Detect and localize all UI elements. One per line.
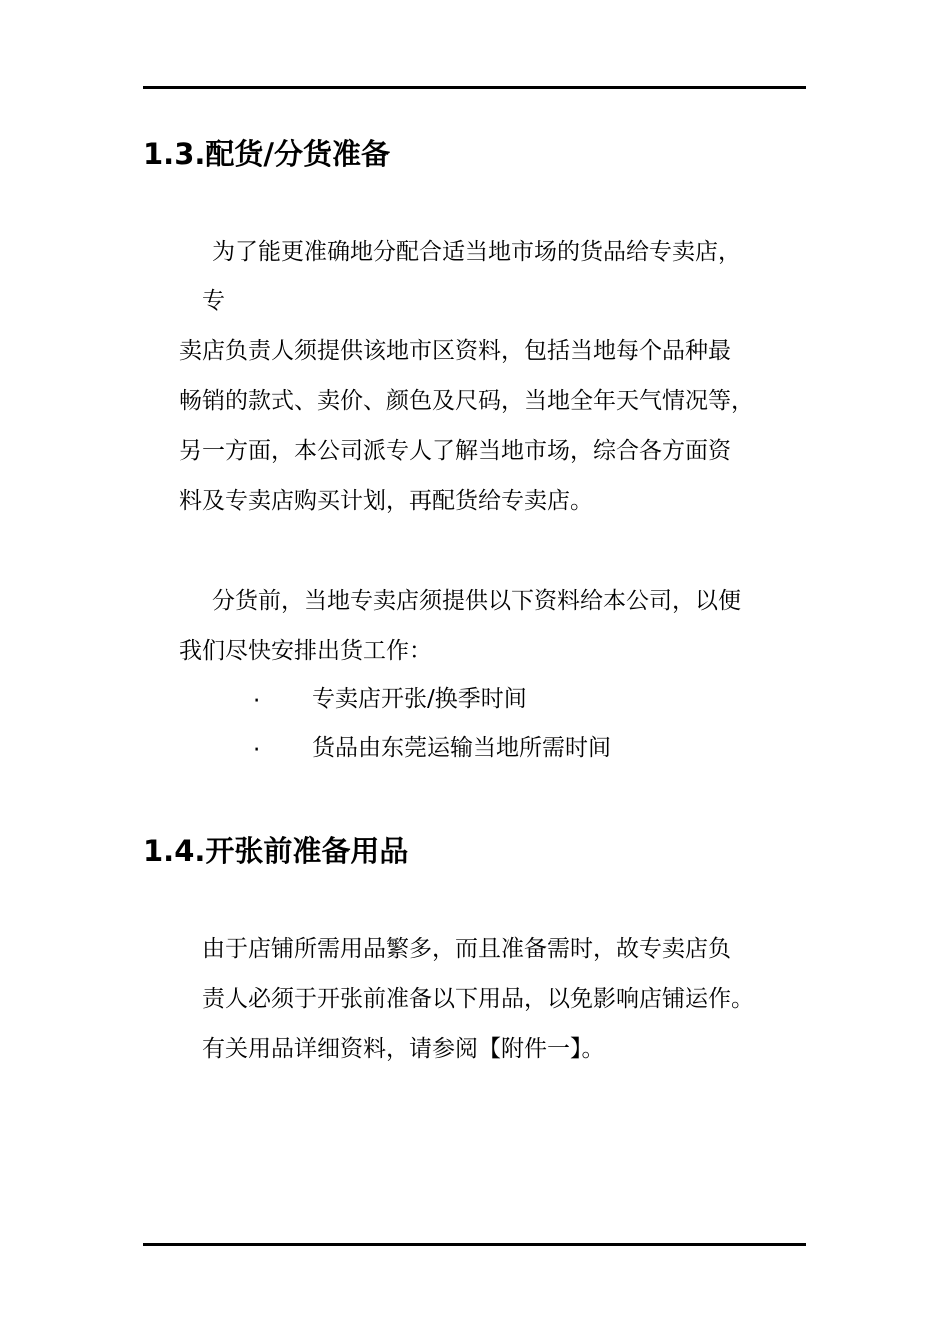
bullet-icon: · [253, 688, 261, 714]
paragraph-line: 我们尽快安排出货工作： [179, 638, 432, 664]
paragraph-line: 由于店铺所需用品繁多，而且准备需时，故专卖店负 [202, 936, 731, 962]
header-rule [143, 86, 806, 89]
list-item: 专卖店开张/换季时间 [312, 686, 527, 712]
footer-rule [143, 1243, 806, 1246]
paragraph-line: 卖店负责人须提供该地市区资料，包括当地每个品种最 [179, 338, 731, 364]
list-item: 货品由东莞运输当地所需时间 [312, 735, 611, 761]
section-heading-1-4: 1.4.开张前准备用品 [143, 834, 409, 868]
paragraph-line: 责人必须于开张前准备以下用品，以免影响店铺运作。 [202, 986, 754, 1012]
paragraph-line: 为了能更准确地分配合适当地市场的货品给专卖店， [212, 239, 741, 265]
paragraph-line: 专 [202, 288, 225, 314]
paragraph-line: 分货前，当地专卖店须提供以下资料给本公司，以便 [212, 588, 741, 614]
section-heading-1-3: 1.3.配货/分货准备 [143, 137, 390, 171]
paragraph-line: 料及专卖店购买计划，再配货给专卖店。 [179, 488, 593, 514]
bullet-icon: · [253, 737, 261, 763]
paragraph-line: 另一方面，本公司派专人了解当地市场，综合各方面资 [179, 438, 731, 464]
paragraph-line: 畅销的款式、卖价、颜色及尺码，当地全年天气情况等， [179, 388, 754, 414]
paragraph-line: 有关用品详细资料，请参阅【附件一】。 [202, 1036, 605, 1062]
